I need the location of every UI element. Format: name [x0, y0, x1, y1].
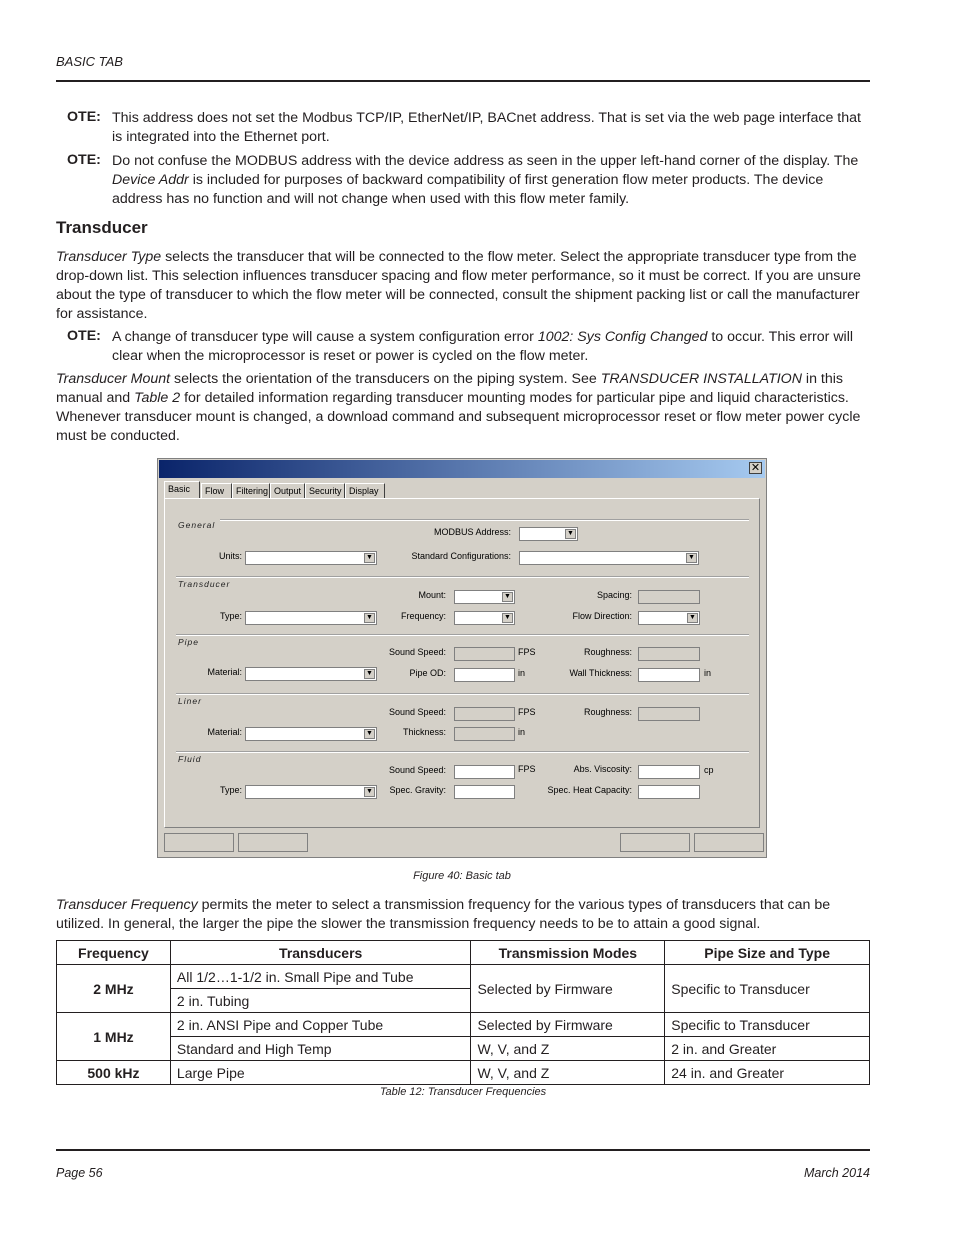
tab-flow[interactable]: Flow — [201, 483, 232, 498]
transducer-cell: Standard and High Temp — [170, 1037, 471, 1061]
group-transducer: Transducer — [178, 579, 231, 589]
note-text: This address does not set the Modbus TCP/IP, EtherNet/IP, BACnet address. That is set via the web page interface that is integrated into the Ethernet port. — [112, 110, 861, 145]
unit-label: in — [518, 727, 526, 737]
chevron-down-icon[interactable]: ▼ — [364, 787, 375, 797]
figure-caption: Figure 40: Basic tab — [413, 870, 511, 882]
transducer-cell: Large Pipe — [170, 1061, 471, 1085]
chevron-down-icon[interactable]: ▼ — [364, 669, 375, 679]
note-label: OTE: — [67, 109, 101, 125]
unit-label: FPS — [518, 647, 536, 657]
unit-label: cp — [704, 765, 714, 775]
mount-select[interactable] — [454, 590, 515, 604]
spec-heat-capacity-field[interactable] — [638, 785, 700, 799]
pipe-sound-speed-field[interactable] — [454, 647, 515, 661]
transducer-cell: 2 in. ANSI Pipe and Copper Tube — [170, 1013, 471, 1037]
mode-cell: W, V, and Z — [471, 1037, 665, 1061]
standard-configurations-select[interactable] — [519, 551, 699, 565]
mode-cell: Selected by Firmware — [471, 1013, 665, 1037]
standard-configurations-label: Standard Configurations: — [411, 551, 511, 561]
frequency-cell: 500 kHz — [57, 1061, 171, 1085]
table-row — [57, 1037, 870, 1061]
unit-label: in — [518, 668, 526, 678]
liner-sound-speed-field[interactable] — [454, 707, 515, 721]
table-row — [57, 965, 870, 989]
unit-label: FPS — [518, 764, 536, 774]
group-divider — [176, 693, 749, 695]
dialog-title-bar[interactable] — [159, 460, 765, 478]
wall-thickness-field[interactable] — [638, 668, 700, 682]
table-header-row — [57, 941, 870, 965]
column-header: Frequency — [57, 941, 171, 965]
flow-direction-label: Flow Direction: — [572, 611, 632, 621]
liner-thickness-field[interactable] — [454, 727, 515, 741]
modbus-address-label: MODBUS Address: — [433, 527, 511, 537]
paragraph: Transducer Mount selects the orientation of the transducers on the piping system. See TRANSDUCER INSTALLATION in this manual and Table 2 for detailed information regarding transducer mounting modes for particular pipe and liquid characteristics. Whenever transducer mount is changed, a download command and subsequent microprocessor reset or flow meter power cycle must be conducted. — [56, 371, 861, 444]
liner-roughness-field[interactable] — [638, 707, 700, 721]
note-text: Do not confuse the MODBUS address with the device address as seen in the upper left-hand corner of the display. The Device Addr is included for purposes of backward compatibility of first generation flow meter products. The device address has no function and will not change when used with this flow meter family. — [112, 153, 859, 207]
group-fluid: Fluid — [178, 754, 202, 764]
abs-viscosity-field[interactable] — [638, 765, 700, 779]
pipe-od-field[interactable] — [454, 668, 515, 682]
paragraph: Transducer Type selects the transducer that will be connected to the flow meter. Select the appropriate transducer type from the drop-down list. This selection influences transducer spacing and flow meter performance, so it must be correct. If you are unsure about the type of transducer to which the flow meter will be connected, consult the shipment packing list or call the manufacturer for assistance. — [56, 249, 861, 322]
note-text: A change of transducer type will cause a system configuration error 1002: Sys Config Changed to occur. This error will clear when the microprocessor is reset or power is cycled on the flow meter. — [112, 329, 854, 364]
section-heading: Transducer — [56, 218, 148, 237]
liner-sound-speed-label: Sound Speed: — [388, 707, 446, 717]
pipe-material-label: Material: — [207, 667, 242, 677]
spacing-field[interactable] — [638, 590, 700, 604]
dialog-button-4[interactable] — [694, 833, 764, 852]
fluid-type-label: Type: — [219, 785, 242, 795]
dialog-button-2[interactable] — [238, 833, 308, 852]
footer-date: March 2014 — [803, 1166, 870, 1180]
spacing-label: Spacing: — [596, 590, 632, 600]
running-head: BASIC TAB — [56, 54, 123, 69]
size-cell: 24 in. and Greater — [665, 1061, 870, 1085]
frequency-select[interactable] — [454, 611, 515, 625]
unit-label: FPS — [518, 707, 536, 717]
liner-roughness-label: Roughness: — [583, 707, 632, 717]
wall-thickness-label: Wall Thickness: — [569, 668, 632, 678]
chevron-down-icon[interactable]: ▼ — [687, 613, 698, 623]
pipe-roughness-field[interactable] — [638, 647, 700, 661]
header-rule — [56, 80, 870, 82]
column-header: Transducers — [170, 941, 471, 965]
group-pipe: Pipe — [178, 637, 200, 647]
unit-label: in — [704, 668, 712, 678]
chevron-down-icon[interactable]: ▼ — [364, 729, 375, 739]
group-general: General — [178, 520, 216, 530]
dialog-button-1[interactable] — [164, 833, 234, 852]
footer-rule — [56, 1149, 870, 1151]
chevron-down-icon[interactable]: ▼ — [364, 613, 375, 623]
link-transducer-installation[interactable]: TRANSDUCER INSTALLATION — [600, 371, 802, 387]
mode-cell: W, V, and Z — [471, 1061, 665, 1085]
fluid-sound-speed-label: Sound Speed: — [388, 765, 446, 775]
group-divider — [176, 576, 749, 578]
size-cell: 2 in. and Greater — [665, 1037, 870, 1061]
spec-gravity-label: Spec. Gravity: — [389, 785, 446, 795]
group-liner: Liner — [178, 696, 202, 706]
pipe-roughness-label: Roughness: — [583, 647, 632, 657]
liner-material-label: Material: — [207, 727, 242, 737]
chevron-down-icon[interactable]: ▼ — [502, 592, 513, 602]
transducer-type-label: Type: — [219, 611, 242, 621]
tab-display[interactable]: Display — [345, 483, 385, 498]
transducer-frequency-table — [56, 940, 870, 1085]
basic-tab-dialog — [157, 458, 767, 858]
mode-cell: Selected by Firmware — [471, 965, 665, 1013]
modbus-address-select[interactable] — [519, 527, 578, 541]
close-icon[interactable]: ✕ — [750, 462, 761, 474]
units-label: Units: — [218, 551, 242, 561]
frequency-cell: 2 MHz — [57, 965, 171, 1013]
chevron-down-icon[interactable]: ▼ — [686, 553, 697, 563]
link-table-2[interactable]: Table 2 — [134, 390, 181, 406]
chevron-down-icon[interactable]: ▼ — [565, 529, 576, 539]
chevron-down-icon[interactable]: ▼ — [364, 553, 375, 563]
group-divider — [220, 519, 749, 521]
transducer-cell: All 1/2…1-1/2 in. Small Pipe and Tube — [170, 965, 471, 989]
abs-viscosity-label: Abs. Viscosity: — [573, 764, 632, 774]
size-cell: Specific to Transducer — [665, 1013, 870, 1037]
column-header: Pipe Size and Type — [665, 941, 870, 965]
size-cell: Specific to Transducer — [665, 965, 870, 1013]
mount-label: Mount: — [418, 590, 446, 600]
table-row — [57, 1061, 870, 1085]
spec-gravity-field[interactable] — [454, 785, 515, 799]
column-header: Transmission Modes — [471, 941, 665, 965]
tab-filtering[interactable]: Filtering — [232, 483, 270, 498]
fluid-sound-speed-field[interactable] — [454, 765, 515, 779]
chevron-down-icon[interactable]: ▼ — [502, 613, 513, 623]
flow-direction-select[interactable] — [638, 611, 700, 625]
note-label: OTE: — [67, 152, 101, 168]
tab-security[interactable]: Security — [305, 483, 345, 498]
page-number: Page 56 — [56, 1166, 103, 1180]
tab-output[interactable]: Output — [270, 483, 305, 498]
note-label: OTE: — [67, 328, 101, 344]
tab-basic[interactable]: Basic — [164, 481, 200, 499]
frequency-cell: 1 MHz — [57, 1013, 171, 1061]
dialog-button-3[interactable] — [620, 833, 690, 852]
group-divider — [176, 751, 749, 753]
frequency-label: Frequency: — [400, 611, 446, 621]
table-caption: Table 12: Transducer Frequencies — [379, 1086, 547, 1098]
pipe-od-label: Pipe OD: — [409, 668, 446, 678]
table-row — [57, 1013, 870, 1037]
group-divider — [176, 634, 749, 636]
spec-heat-capacity-label: Spec. Heat Capacity: — [547, 785, 632, 795]
paragraph: Transducer Frequency permits the meter to select a transmission frequency for the various types of transducers that can be utilized. In general, the larger the pipe the slower the transmission frequency needs to be to attain a good signal. — [56, 897, 831, 932]
pipe-sound-speed-label: Sound Speed: — [388, 647, 446, 657]
units-select[interactable] — [245, 551, 377, 565]
liner-thickness-label: Thickness: — [402, 727, 446, 737]
transducer-cell: 2 in. Tubing — [170, 989, 471, 1013]
